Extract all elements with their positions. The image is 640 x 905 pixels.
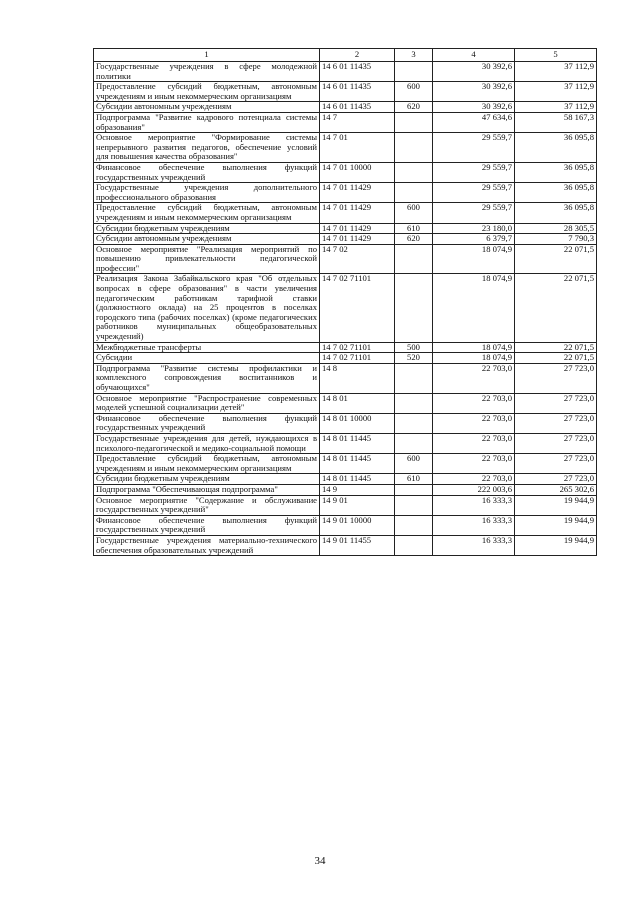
row-type: 610 [395,223,433,234]
row-value-2: 28 305,5 [515,223,597,234]
row-type [395,433,433,453]
header-col-1: 1 [94,49,320,62]
row-value-2: 19 944,9 [515,515,597,535]
row-value-2: 22 071,5 [515,353,597,364]
row-code: 14 7 02 [320,244,395,274]
row-type: 620 [395,102,433,113]
table-row [94,133,597,163]
table-row [94,162,597,182]
row-code: 14 6 01 11435 [320,82,395,102]
row-value-2: 7 790,3 [515,234,597,245]
row-type: 520 [395,353,433,364]
row-type [395,62,433,82]
row-value-1: 22 703,0 [433,433,515,453]
table-row [94,413,597,433]
row-value-1: 29 559,7 [433,203,515,223]
table-row [94,484,597,495]
row-name: Основное мероприятие "Содержание и обслуживание государственных учреждений" [94,495,320,515]
table-row [94,393,597,413]
table-row [94,244,597,274]
row-name: Основное мероприятие "Формирование системы непрерывного развития педагогов, обеспечение условий для повышения качества образования" [94,133,320,163]
row-code: 14 7 [320,112,395,132]
row-value-1: 222 003,6 [433,484,515,495]
row-value-1: 16 333,3 [433,535,515,555]
table-row [94,515,597,535]
row-type [395,515,433,535]
row-value-2: 22 071,5 [515,244,597,274]
row-value-1: 18 074,9 [433,342,515,353]
row-value-2: 22 071,5 [515,274,597,342]
row-type [395,495,433,515]
row-code: 14 9 [320,484,395,495]
row-code: 14 6 01 11435 [320,62,395,82]
row-type [395,274,433,342]
header-col-3: 3 [395,49,433,62]
row-type: 620 [395,234,433,245]
row-type [395,484,433,495]
row-value-1: 30 392,6 [433,102,515,113]
table-row [94,474,597,485]
row-code: 14 8 01 10000 [320,413,395,433]
table-row [94,223,597,234]
table-row [94,82,597,102]
row-value-2: 27 723,0 [515,363,597,393]
row-code: 14 7 01 11429 [320,234,395,245]
budget-table [93,48,597,556]
row-value-2: 58 167,3 [515,112,597,132]
table-row [94,433,597,453]
row-value-1: 22 703,0 [433,363,515,393]
row-code: 14 8 01 [320,393,395,413]
row-name: Реализация Закона Забайкальского края "Об отдельных вопросах в сфере образования" в части увеличения педагогическим работникам тарифной ставки (должностного оклада) на 25 процентов в поселках городского типа (рабочих поселках) (кроме педагогических работников муниципальных общеобразовательных учреждений) [94,274,320,342]
row-value-2: 36 095,8 [515,162,597,182]
header-col-4: 4 [433,49,515,62]
table-row [94,495,597,515]
row-name: Государственные учреждения в сфере молодежной политики [94,62,320,82]
row-value-1: 16 333,3 [433,495,515,515]
row-code: 14 7 02 71101 [320,274,395,342]
row-value-1: 22 703,0 [433,413,515,433]
table-row [94,274,597,342]
row-value-2: 22 071,5 [515,342,597,353]
row-value-1: 18 074,9 [433,244,515,274]
row-value-2: 27 723,0 [515,393,597,413]
row-type [395,183,433,203]
row-value-2: 37 112,9 [515,62,597,82]
row-name: Подпрограмма "Обеспечивающая подпрограмма" [94,484,320,495]
row-value-2: 37 112,9 [515,102,597,113]
row-value-1: 22 703,0 [433,393,515,413]
row-code: 14 6 01 11435 [320,102,395,113]
row-value-2: 265 302,6 [515,484,597,495]
row-code: 14 7 01 11429 [320,203,395,223]
row-name: Основное мероприятие "Реализация мероприятий по повышению привлекательности педагогической профессии" [94,244,320,274]
row-code: 14 7 01 10000 [320,162,395,182]
row-name: Субсидии [94,353,320,364]
row-name: Предоставление субсидий бюджетным, автономным учреждениям и иным некоммерческим организациям [94,82,320,102]
page-number: 34 [314,855,326,867]
row-name: Подпрограмма "Развитие системы профилактики и комплексного сопровождения воспитанников и обучающихся" [94,363,320,393]
header-col-2: 2 [320,49,395,62]
row-type: 600 [395,454,433,474]
row-type [395,393,433,413]
table-row [94,102,597,113]
row-value-1: 30 392,6 [433,82,515,102]
row-code: 14 8 01 11445 [320,433,395,453]
row-type: 500 [395,342,433,353]
row-name: Предоставление субсидий бюджетным, автономным учреждениям и иным некоммерческим организациям [94,203,320,223]
row-name: Государственные учреждения дополнительного профессионального образования [94,183,320,203]
row-name: Финансовое обеспечение выполнения функций государственных учреждений [94,515,320,535]
table-row [94,363,597,393]
row-name: Субсидии автономным учреждениям [94,234,320,245]
row-type [395,244,433,274]
row-name: Финансовое обеспечение выполнения функций государственных учреждений [94,162,320,182]
row-value-2: 36 095,8 [515,203,597,223]
table-row [94,353,597,364]
row-value-2: 27 723,0 [515,454,597,474]
row-code: 14 9 01 [320,495,395,515]
table-row [94,203,597,223]
row-name: Межбюджетные трансферты [94,342,320,353]
row-type [395,363,433,393]
table-row [94,234,597,245]
row-type [395,535,433,555]
row-name: Предоставление субсидий бюджетным, автономным учреждениям и иным некоммерческим организациям [94,454,320,474]
row-value-1: 16 333,3 [433,515,515,535]
row-type [395,162,433,182]
row-code: 14 7 02 71101 [320,353,395,364]
table-body [94,62,597,556]
row-value-1: 18 074,9 [433,274,515,342]
row-name: Государственные учреждения для детей, нуждающихся в психолого-педагогической и медико-социальной помощи [94,433,320,453]
row-code: 14 7 01 11429 [320,223,395,234]
row-value-1: 6 379,7 [433,234,515,245]
row-code: 14 9 01 10000 [320,515,395,535]
row-name: Финансовое обеспечение выполнения функций государственных учреждений [94,413,320,433]
table-header-row [94,49,597,62]
row-code: 14 8 [320,363,395,393]
row-value-1: 47 634,6 [433,112,515,132]
row-value-2: 37 112,9 [515,82,597,102]
row-name: Подпрограмма "Развитие кадрового потенциала системы образования" [94,112,320,132]
row-code: 14 7 01 [320,133,395,163]
row-code: 14 9 01 11455 [320,535,395,555]
table-row [94,535,597,555]
row-value-2: 27 723,0 [515,474,597,485]
row-code: 14 8 01 11445 [320,454,395,474]
header-col-5: 5 [515,49,597,62]
table-row [94,62,597,82]
row-value-1: 22 703,0 [433,474,515,485]
row-value-2: 36 095,8 [515,183,597,203]
row-name: Основное мероприятие "Распространение современных моделей успешной социализации детей" [94,393,320,413]
row-name: Субсидии бюджетным учреждениям [94,474,320,485]
row-type [395,413,433,433]
table-row [94,454,597,474]
row-type: 610 [395,474,433,485]
row-value-1: 23 180,0 [433,223,515,234]
row-type: 600 [395,203,433,223]
row-value-1: 18 074,9 [433,353,515,364]
row-value-2: 19 944,9 [515,495,597,515]
table-row [94,112,597,132]
row-code: 14 7 02 71101 [320,342,395,353]
row-type: 600 [395,82,433,102]
row-name: Субсидии бюджетным учреждениям [94,223,320,234]
row-name: Государственные учреждения материально-технического обеспечения образовательных учреждений [94,535,320,555]
table-row [94,183,597,203]
row-value-1: 29 559,7 [433,183,515,203]
row-code: 14 8 01 11445 [320,474,395,485]
row-name: Субсидии автономным учреждениям [94,102,320,113]
row-value-1: 29 559,7 [433,133,515,163]
row-code: 14 7 01 11429 [320,183,395,203]
row-value-2: 19 944,9 [515,535,597,555]
row-value-1: 30 392,6 [433,62,515,82]
row-type [395,133,433,163]
table-row [94,342,597,353]
row-value-2: 27 723,0 [515,433,597,453]
row-value-2: 27 723,0 [515,413,597,433]
row-value-1: 29 559,7 [433,162,515,182]
row-type [395,112,433,132]
row-value-2: 36 095,8 [515,133,597,163]
row-value-1: 22 703,0 [433,454,515,474]
